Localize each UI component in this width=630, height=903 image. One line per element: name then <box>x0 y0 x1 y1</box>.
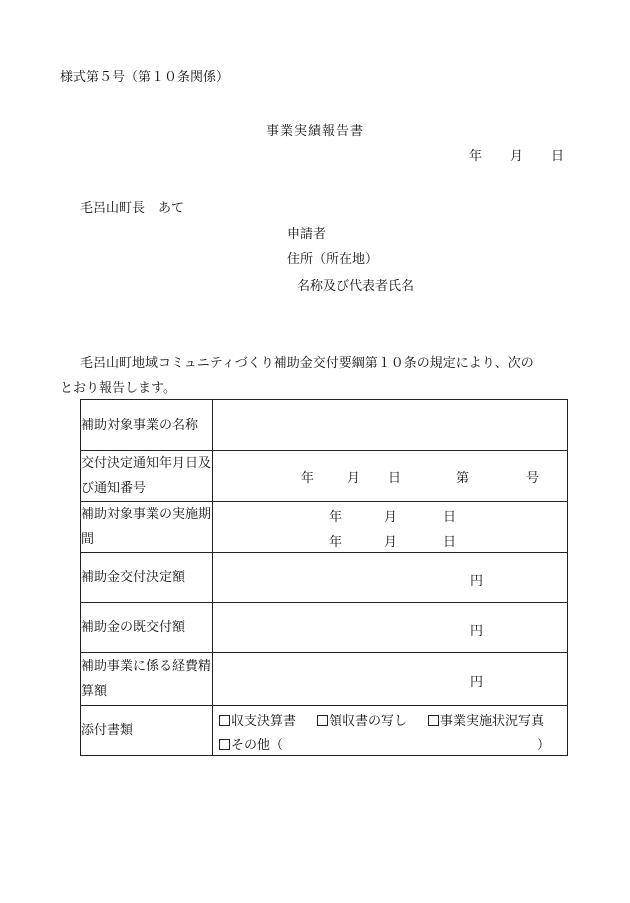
table-row <box>81 603 568 653</box>
report-date <box>469 145 564 164</box>
table-row <box>81 451 568 502</box>
implementation-period-field[interactable] <box>213 502 568 553</box>
period-end-year: 年 <box>329 535 343 550</box>
checkbox-icon[interactable] <box>219 739 230 750</box>
checkbox-icon[interactable] <box>317 715 328 726</box>
row-label-period: 補助対象事業の実施期間 <box>81 502 213 553</box>
date-year: 年 <box>469 149 483 164</box>
yen-unit: 円 <box>470 574 484 589</box>
notice-dai: 第 <box>456 471 470 486</box>
row-label-paid-amount: 補助金の既交付額 <box>81 603 213 653</box>
table-row <box>81 653 568 706</box>
applicant-label: 申請者 <box>287 227 327 242</box>
body-text-line1: 毛呂山町地域コミュニティづくり補助金交付要綱第１０条の規定により、次の <box>80 356 534 371</box>
notice-year: 年 <box>301 471 315 486</box>
row-label-attachments: 添付書類 <box>81 706 213 756</box>
table-row <box>81 502 568 553</box>
row-label-project-name: 補助対象事業の名称 <box>81 400 213 451</box>
period-start-year: 年 <box>329 510 343 525</box>
row-label-decided-amount: 補助金交付決定額 <box>81 553 213 603</box>
paid-amount-field[interactable] <box>213 603 568 653</box>
table-row <box>81 706 568 756</box>
period-start-month: 月 <box>384 510 398 525</box>
addressee: 毛呂山町長 あて <box>80 201 185 216</box>
settled-amount-field[interactable] <box>213 653 568 706</box>
table-row <box>81 553 568 603</box>
yen-unit: 円 <box>470 624 484 639</box>
form-number: 様式第５号（第１０条関係） <box>60 70 230 85</box>
option-receipt-copy[interactable]: 領収書の写し <box>317 710 407 729</box>
date-month: 月 <box>510 149 524 164</box>
row-label-settled-amount: 補助事業に係る経費精算額 <box>81 653 213 706</box>
attachments-field <box>213 706 568 756</box>
notice-month: 月 <box>347 471 361 486</box>
table-row <box>81 400 568 451</box>
period-end-month: 月 <box>384 535 398 550</box>
notice-day: 日 <box>388 471 402 486</box>
notice-go: 号 <box>526 471 540 486</box>
report-table <box>80 399 568 756</box>
row-label-notice: 交付決定通知年月日及び通知番号 <box>81 451 213 502</box>
other-close-paren: ） <box>537 738 551 753</box>
option-other[interactable]: その他（ <box>219 734 283 753</box>
period-end-day: 日 <box>443 535 457 550</box>
name-label: 名称及び代表者氏名 <box>297 279 415 294</box>
body-text-line2: とおり報告します。 <box>60 381 176 396</box>
date-day: 日 <box>551 149 565 164</box>
checkbox-icon[interactable] <box>219 715 230 726</box>
option-activity-photos[interactable]: 事業実施状況写真 <box>428 710 544 729</box>
project-name-field[interactable] <box>213 400 568 451</box>
period-start-day: 日 <box>443 510 457 525</box>
yen-unit: 円 <box>470 675 484 690</box>
address-label: 住所（所在地） <box>287 252 379 267</box>
checkbox-icon[interactable] <box>428 715 439 726</box>
notice-date-number-field[interactable] <box>213 451 568 502</box>
decided-amount-field[interactable] <box>213 553 568 603</box>
option-settlement-statement[interactable]: 収支決算書 <box>219 710 296 729</box>
document-title: 事業実績報告書 <box>265 124 364 139</box>
